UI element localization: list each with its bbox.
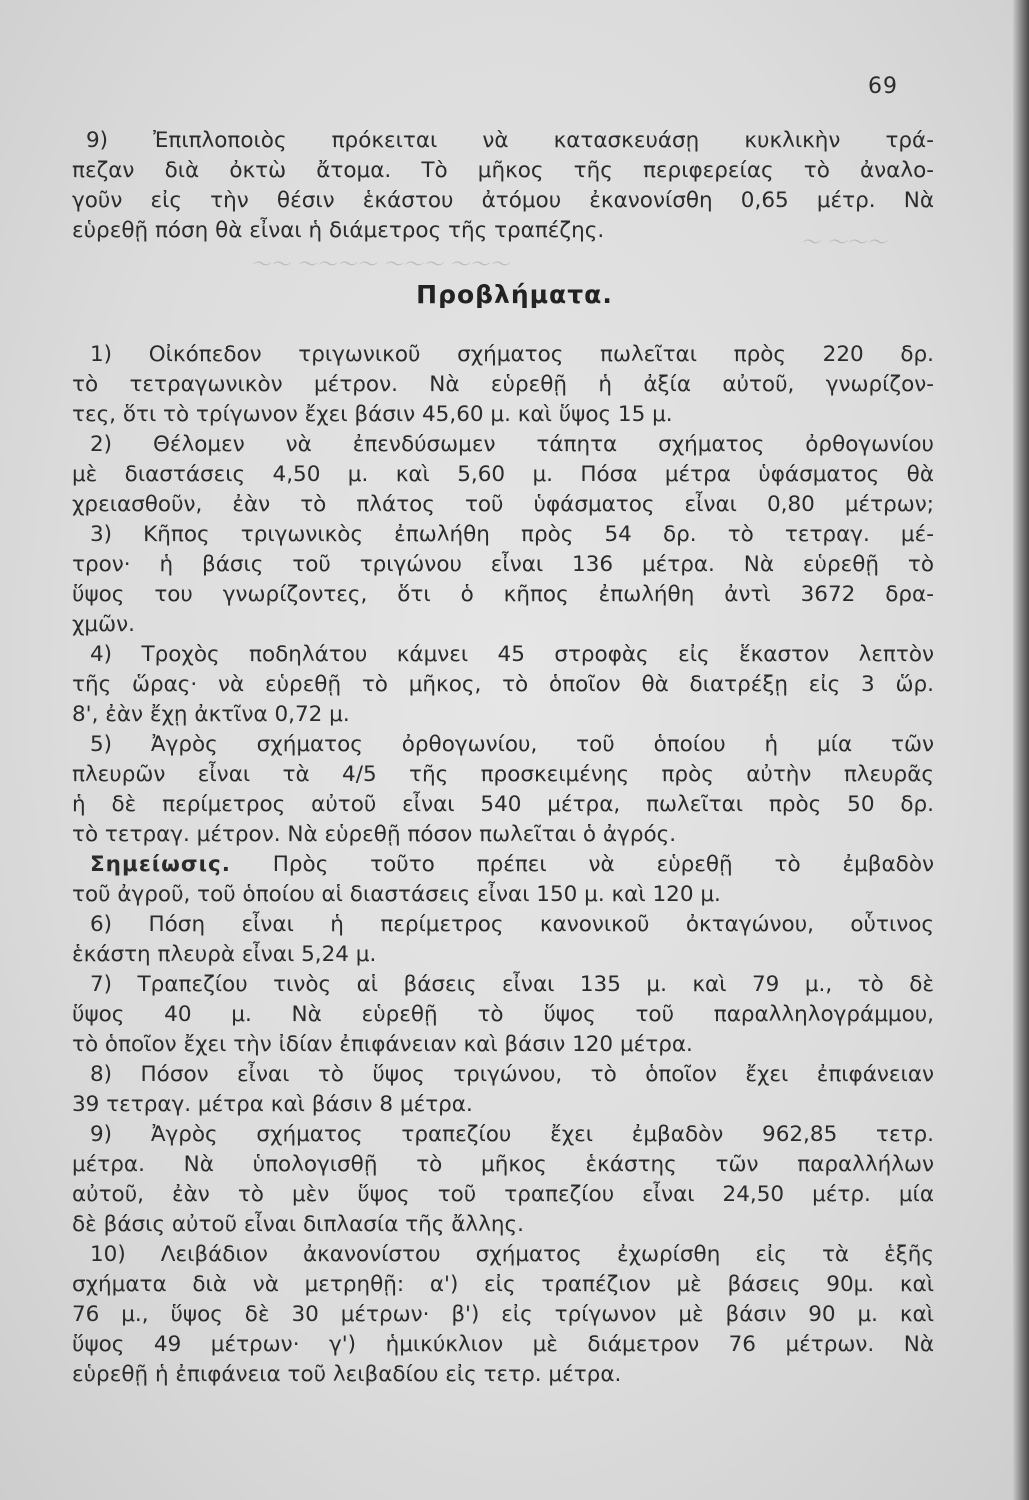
- problem-line: 8', ἐὰν ἔχῃ ἀκτῖνα 0,72 μ.: [72, 702, 350, 727]
- problem-line: τῆς ὥρας· νὰ εὑρεθῇ τὸ μῆκος, τὸ ὁποῖον θὰ διατρέξῃ εἰς 3 ὥρ.: [72, 672, 934, 697]
- problem-line: 5) Ἀγρὸς σχήματος ὀρθογωνίου, τοῦ ὁποίου ἡ μία τῶν: [90, 732, 934, 757]
- problem-line: εὑρεθῇ ἡ ἐπιφάνεια τοῦ λειβαδίου εἰς τετρ. μέτρα.: [72, 1362, 622, 1387]
- problem-line: χμῶν.: [72, 612, 135, 637]
- problem-line: 6) Πόση εἶναι ἡ περίμετρος κανονικοῦ ὀκταγώνου, οὗτινος: [90, 912, 934, 937]
- problem-line: πλευρῶν εἶναι τὰ 4/5 τῆς προσκειμένης πρὸς αὐτὴν πλευρᾶς: [72, 762, 934, 787]
- intro-line: πεζαν διὰ ὀκτὼ ἄτομα. Τὸ μῆκος τῆς περιφερείας τὸ ἀναλο-: [72, 158, 934, 183]
- page-number: 69: [868, 74, 898, 99]
- problem-line: ἑκάστη πλευρὰ εἶναι 5,24 μ.: [72, 942, 377, 967]
- problem-line: τες, ὅτι τὸ τρίγωνον ἔχει βάσιν 45,60 μ. καὶ ὕψος 15 μ.: [72, 402, 673, 427]
- page-edge-shadow: [1013, 0, 1029, 1500]
- intro-line: γοῦν εἰς τὴν θέσιν ἑκάστου ἀτόμου ἐκανονίσθη 0,65 μέτρ. Νὰ: [72, 188, 934, 213]
- problem-line: χρειασθοῦν, ἐὰν τὸ πλάτος τοῦ ὑφάσματος εἶναι 0,80 μέτρων;: [72, 492, 934, 517]
- intro-line: εὑρεθῇ πόση θὰ εἶναι ἡ διάμετρος τῆς τραπέζης.: [72, 218, 605, 243]
- problem-line: μέτρα. Νὰ ὑπολογισθῇ τὸ μῆκος ἑκάστης τῶν παραλλήλων: [72, 1152, 934, 1177]
- problem-line: αὐτοῦ, ἐὰν τὸ μὲν ὕψος τοῦ τραπεζίου εἶναι 24,50 μέτρ. μία: [72, 1182, 934, 1207]
- problem-line: τὸ τετραγωνικὸν μέτρον. Νὰ εὑρεθῇ ἡ ἀξία αὐτοῦ, γνωρίζον-: [72, 372, 934, 397]
- note-label: Σημείωσις.: [90, 852, 231, 877]
- problem-line: 39 τετραγ. μέτρα καὶ βάσιν 8 μέτρα.: [72, 1092, 473, 1117]
- problem-line: 76 μ., ὕψος δὲ 30 μέτρων· β') εἰς τρίγωνον μὲ βάσιν 90 μ. καὶ: [72, 1302, 934, 1327]
- problem-line: 3) Κῆπος τριγωνικὸς ἐπωλήθη πρὸς 54 δρ. τὸ τετραγ. μέ-: [90, 522, 934, 547]
- problem-line: 2) Θέλομεν νὰ ἐπενδύσωμεν τάπητα σχήματος ὀρθογωνίου: [90, 432, 934, 457]
- problem-line: 8) Πόσον εἶναι τὸ ὕψος τριγώνου, τὸ ὁποῖον ἔχει ἐπιφάνειαν: [90, 1062, 934, 1087]
- problem-line: μὲ διαστάσεις 4,50 μ. καὶ 5,60 μ. Πόσα μέτρα ὑφάσματος θὰ: [72, 462, 934, 487]
- problem-line: ὕψος 40 μ. Νὰ εὑρεθῇ τὸ ὕψος τοῦ παραλληλογράμμου,: [72, 1002, 934, 1027]
- problem-line: δὲ βάσις αὐτοῦ εἶναι διπλασία τῆς ἄλλης.: [72, 1212, 524, 1237]
- note-line: τοῦ ἀγροῦ, τοῦ ὁποίου αἱ διαστάσεις εἶναι 150 μ. καὶ 120 μ.: [72, 882, 721, 907]
- problem-line: σχήματα διὰ νὰ μετρηθῇ: α') εἰς τραπέζιον μὲ βάσεις 90μ. καὶ: [72, 1272, 934, 1297]
- problem-line: 7) Τραπεζίου τινὸς αἱ βάσεις εἶναι 135 μ. καὶ 79 μ., τὸ δὲ: [90, 972, 934, 997]
- problem-line: ὕψος 49 μέτρων· γ') ἡμικύκλιον μὲ διάμετρον 76 μέτρων. Νὰ: [72, 1332, 934, 1357]
- note-line: [90, 850, 934, 880]
- section-heading: Προβλήματα.: [416, 280, 613, 309]
- pencil-scribble: 〜 〜〜〜: [800, 230, 887, 254]
- problem-line: 10) Λειβάδιον ἀκανονίστου σχήματος ἐχωρίσθη εἰς τὰ ἑξῆς: [90, 1242, 934, 1267]
- problem-line: τὸ ὁποῖον ἔχει τὴν ἰδίαν ἐπιφάνειαν καὶ βάσιν 120 μέτρα.: [72, 1032, 693, 1057]
- problem-line: 4) Τροχὸς ποδηλάτου κάμνει 45 στροφὰς εἰς ἕκαστον λεπτὸν: [90, 642, 934, 667]
- problem-line: τὸ τετραγ. μέτρον. Νὰ εὑρεθῇ πόσον πωλεῖται ὁ ἀγρός.: [72, 822, 677, 847]
- intro-line: 9) Ἐπιπλοποιὸς πρόκειται νὰ κατασκευάσῃ κυκλικὴν τρά-: [86, 128, 934, 153]
- note-text: Πρὸς τοῦτο πρέπει νὰ εὑρεθῇ τὸ ἐμβαδὸν: [230, 852, 934, 877]
- pencil-scribble: 〜〜 〜〜〜〜 〜〜〜 〜〜〜: [250, 252, 510, 276]
- problem-line: 9) Ἀγρὸς σχήματος τραπεζίου ἔχει ἐμβαδὸν 962,85 τετρ.: [90, 1122, 934, 1147]
- problem-line: ὕψος του γνωρίζοντες, ὅτι ὁ κῆπος ἐπωλήθη ἀντὶ 3672 δρα-: [72, 582, 934, 607]
- problem-line: 1) Οἰκόπεδον τριγωνικοῦ σχήματος πωλεῖται πρὸς 220 δρ.: [90, 342, 934, 367]
- problem-line: τρον· ἡ βάσις τοῦ τριγώνου εἶναι 136 μέτρα. Νὰ εὑρεθῇ τὸ: [72, 552, 934, 577]
- problem-line: ἡ δὲ περίμετρος αὐτοῦ εἶναι 540 μέτρα, πωλεῖται πρὸς 50 δρ.: [72, 792, 934, 817]
